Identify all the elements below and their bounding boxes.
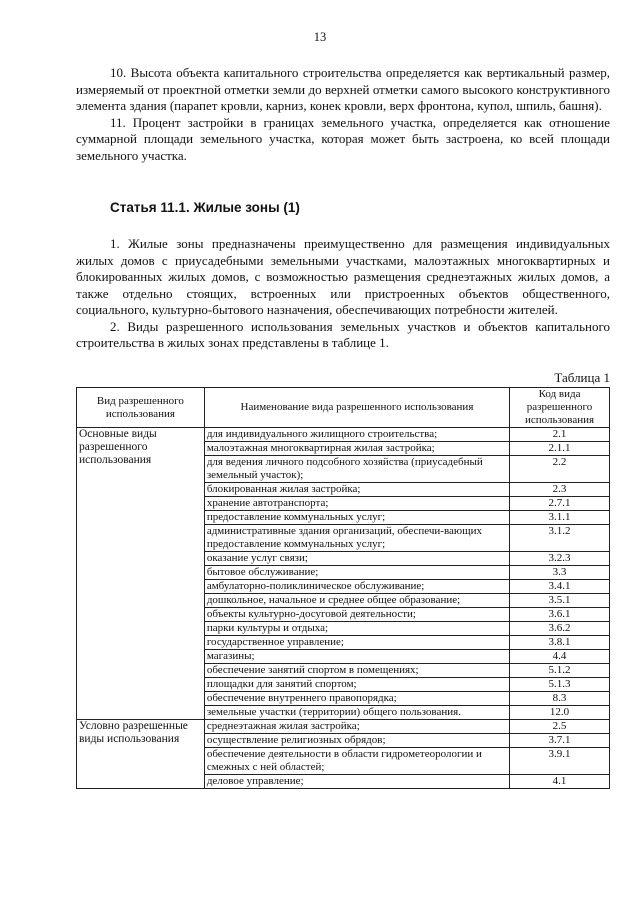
header-use-code: Код вида разрешенного использования <box>510 388 610 428</box>
use-code-cell: 3.5.1 <box>510 594 610 608</box>
top-paragraphs <box>76 65 610 164</box>
use-code-cell: 2.5 <box>510 720 610 734</box>
use-name-cell: амбулаторно-поликлиническое обслуживание; <box>204 580 509 594</box>
table-header-row <box>77 388 610 428</box>
page-number: 13 <box>313 30 327 44</box>
use-name-cell: бытовое обслуживание; <box>204 566 509 580</box>
use-code-cell: 3.3 <box>510 566 610 580</box>
use-name-cell: парки культуры и отдыха; <box>204 622 509 636</box>
use-code-cell: 5.1.2 <box>510 664 610 678</box>
use-code-cell: 3.6.1 <box>510 608 610 622</box>
use-code-cell: 4.1 <box>510 775 610 789</box>
use-name-cell: обеспечение деятельности в области гидрометеорологии и смежных с ней областей; <box>204 748 509 775</box>
use-name-cell: магазины; <box>204 650 509 664</box>
use-name-cell: государственное управление; <box>204 636 509 650</box>
paragraph-10: 10. Высота объекта капитального строительства определяется как вертикальный размер, измеряемый от проектной отметки земли до верхней отметки самого высокого конструктивного элемента здания (парапет кровли, карниз, конек кровли, верх фронтона, купол, шпиль, башня). <box>76 65 610 113</box>
use-code-cell: 3.6.2 <box>510 622 610 636</box>
header-use-name: Наименование вида разрешенного использования <box>204 388 509 428</box>
group-label: Условно разрешенные виды использования <box>77 720 205 789</box>
use-code-cell: 2.2 <box>510 456 610 483</box>
paragraph-article-1: 1. Жилые зоны предназначены преимущественно для размещения индивидуальных жилых домов с приусадебными земельными участками, малоэтажных многоквартирных и блокированных жилых домов, с возможностью размещения среднеэтажных жилых домов, а также отдельно стоящих, встроенных или пристроенных объектов общественного, социального, культурно-бытового назначения, обеспечивающих потребности жителей. <box>76 236 610 317</box>
use-code-cell: 2.1 <box>510 428 610 442</box>
use-code-cell: 12.0 <box>510 706 610 720</box>
use-name-cell: для индивидуального жилищного строительства; <box>204 428 509 442</box>
table-caption: Таблица 1 <box>554 370 610 385</box>
use-name-cell: хранение автотранспорта; <box>204 497 509 511</box>
use-code-cell: 2.7.1 <box>510 497 610 511</box>
use-name-cell: для ведения личного подсобного хозяйства (приусадебный земельный участок); <box>204 456 509 483</box>
table-row <box>77 428 610 442</box>
use-name-cell: объекты культурно-досуговой деятельности; <box>204 608 509 622</box>
use-code-cell: 5.1.3 <box>510 678 610 692</box>
table-row <box>77 720 610 734</box>
paragraph-11: 11. Процент застройки в границах земельного участка, определяется как отношение суммарной площади земельного участка, которая может быть застроена, ко всей площади земельного участка. <box>76 114 610 163</box>
use-code-cell: 3.1.1 <box>510 511 610 525</box>
use-code-cell: 8.3 <box>510 692 610 706</box>
use-code-cell: 3.8.1 <box>510 636 610 650</box>
use-code-cell: 3.1.2 <box>510 525 610 552</box>
table-body <box>77 428 610 789</box>
use-name-cell: осуществление религиозных обрядов; <box>204 734 509 748</box>
land-use-table <box>76 387 610 789</box>
article-heading: Статья 11.1. Жилые зоны (1) <box>110 200 300 215</box>
use-code-cell: 4.4 <box>510 650 610 664</box>
use-code-cell: 3.7.1 <box>510 734 610 748</box>
use-name-cell: административные здания организаций, обеспечи-вающих предоставление коммунальных услуг; <box>204 525 509 552</box>
group-label: Основные виды разрешенного использования <box>77 428 205 720</box>
use-name-cell: площадки для занятий спортом; <box>204 678 509 692</box>
use-name-cell: оказание услуг связи; <box>204 552 509 566</box>
use-name-cell: дошкольное, начальное и среднее общее образование; <box>204 594 509 608</box>
article-paragraphs <box>76 236 610 352</box>
use-name-cell: среднеэтажная жилая застройка; <box>204 720 509 734</box>
use-name-cell: обеспечение внутреннего правопорядка; <box>204 692 509 706</box>
use-name-cell: предоставление коммунальных услуг; <box>204 511 509 525</box>
use-code-cell: 2.1.1 <box>510 442 610 456</box>
use-code-cell: 3.2.3 <box>510 552 610 566</box>
use-name-cell: малоэтажная многоквартирная жилая застройка; <box>204 442 509 456</box>
use-code-cell: 2.3 <box>510 483 610 497</box>
paragraph-article-2: 2. Виды разрешенного использования земельных участков и объектов капитального строительства в жилых зонах представлены в таблице 1. <box>76 318 610 350</box>
use-name-cell: блокированная жилая застройка; <box>204 483 509 497</box>
use-code-cell: 3.9.1 <box>510 748 610 775</box>
use-name-cell: деловое управление; <box>204 775 509 789</box>
use-name-cell: обеспечение занятий спортом в помещениях; <box>204 664 509 678</box>
use-name-cell: земельные участки (территории) общего пользования. <box>204 706 509 720</box>
header-use-type: Вид разрешенного использования <box>77 388 205 428</box>
use-code-cell: 3.4.1 <box>510 580 610 594</box>
